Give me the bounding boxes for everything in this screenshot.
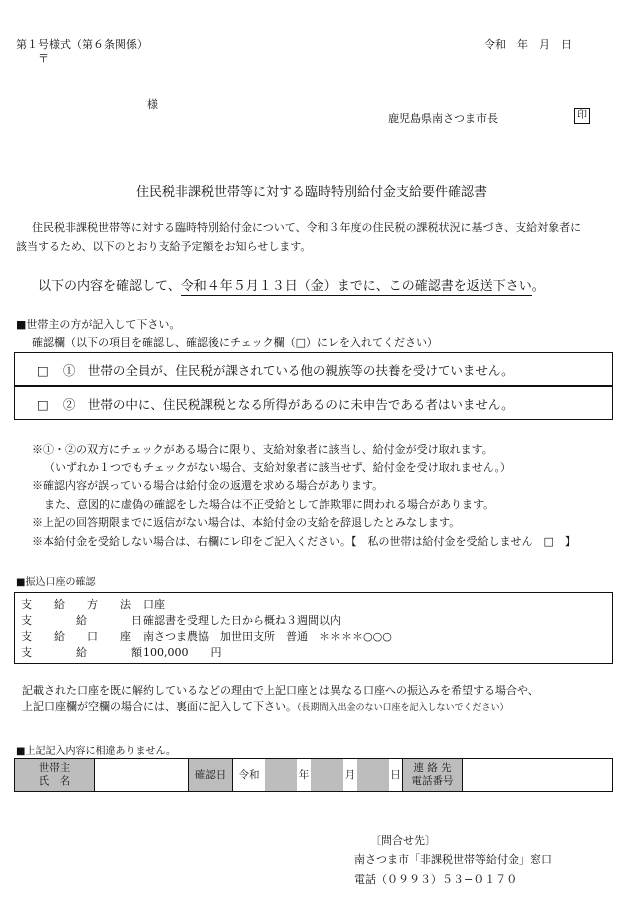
contact-label: 連 絡 先 電話番号 [403,759,463,791]
check-item-2-checkbox[interactable]: □ [37,397,49,412]
check-item-2-text: ② 世帯の中に、住民税課税となる所得があるのに未申告である者はいません。 [62,397,514,412]
postal-mark: 〒 [38,52,49,65]
deadline-notice [38,275,545,294]
month-field[interactable] [311,759,343,791]
document-title: 住民税非課税世帯等に対する臨時特別給付金支給要件確認書 [136,185,488,200]
note-1: ※①・②の双方にチェックがある場合に限り、支給対象者に該当し、給付金が受け取れます。 [32,443,493,456]
seal-mark: 印 [574,108,590,124]
confirmation-heading: ■上記記入内容に相違ありません。 [16,746,177,757]
intro-line-2: 該当するため、以下のとおり支給予定額をお知らせします。 [16,240,312,253]
note-3: ※確認内容が誤っている場合は給付金の返還を求める場合があります。 [32,479,384,492]
year-label: 年 [298,768,310,781]
account-row-account: 支 給 口 座 南さつま農協 加世田支所 普通 ＊＊＊＊○○○ [21,630,392,643]
note-2: （いずれか１つでもチェックがない場合、支給対象者に該当せず、給付金を受け取れません。） [44,461,511,474]
note-5: ※上記の回答期限までに返信がない場合は、本給付金の支給を辞退したとみなします。 [32,516,461,529]
addressee-suffix: 様 [147,98,158,111]
note-6-decline: ※本給付金を受給しない場合は、右欄にレ印をご記入ください。【 私の世帯は給付金を受給しません □ 】 [32,535,576,548]
account-note-1: 記載された口座を既に解約しているなどの理由で上記口座とは異なる口座への振込みを希望する場合や、 [22,684,539,697]
date-line: 令和 年 月 日 [484,38,572,51]
inquiry-phone: 電話（０９９３）５３−０１７０ [354,873,518,886]
era-label: 令和 [238,768,260,781]
check-item-2 [14,386,613,420]
householder-name-field[interactable] [95,759,189,791]
contact-phone-field[interactable] [463,759,612,791]
day-field[interactable] [357,759,389,791]
deadline-date: 令和４年５月１３日（金）までに、この確認書を返送下さい [180,279,532,294]
check-item-1-text: ① 世帯の全員が、住民税が課されている他の親族等の扶養を受けていません。 [62,363,514,378]
signature-table [14,758,613,792]
note-4: また、意図的に虚偽の確認をした場合は不正受給として詐欺罪に問われる場合があります。 [44,498,495,511]
intro-line-1: 住民税非課税世帯等に対する臨時特別給付金について、令和３年度の住民税の課税状況に基づき、支給対象者に [32,221,582,234]
month-label: 月 [344,768,356,781]
issuer-name: 鹿児島県南さつま市長 [388,112,498,125]
check-item-1-checkbox[interactable]: □ [37,363,49,378]
year-field[interactable] [265,759,297,791]
account-note-small: （長期間入出金のない口座を記入しないでください） [297,703,509,713]
inquiry-office: 南さつま市「非課税世帯等給付金」窓口 [354,853,552,866]
account-heading: ■振込口座の確認 [16,577,96,588]
householder-name-label: 世帯主 氏 名 [15,759,95,791]
confirm-date-label: 確認日 [189,759,233,791]
day-label: 日 [389,759,403,791]
check-instruction: 確認欄（以下の項目を確認し、確認後にチェック欄（□）にレを入れてください） [32,336,439,349]
account-row-date: 支 給 日確認書を受理した日から概ね３週間以内 [21,614,341,627]
inquiry-label: 〔問合せ先〕 [370,834,436,847]
check-item-1 [14,352,613,386]
form-number: 第１号様式（第６条関係） [16,38,148,51]
account-note-2: 上記口座欄が空欄の場合には、裏面に記入して下さい。（長期間入出金のない口座を記入しないでください） [22,700,509,713]
account-row-method: 支 給 方 法 口座 [21,598,165,611]
deadline-suffix: 。 [531,279,545,294]
householder-heading: ■世帯主の方が記入して下さい。 [16,318,181,331]
account-table [14,592,613,664]
deadline-prefix: 以下の内容を確認して、 [38,279,181,294]
account-row-amount: 支 給 額100,000 円 [21,646,222,659]
